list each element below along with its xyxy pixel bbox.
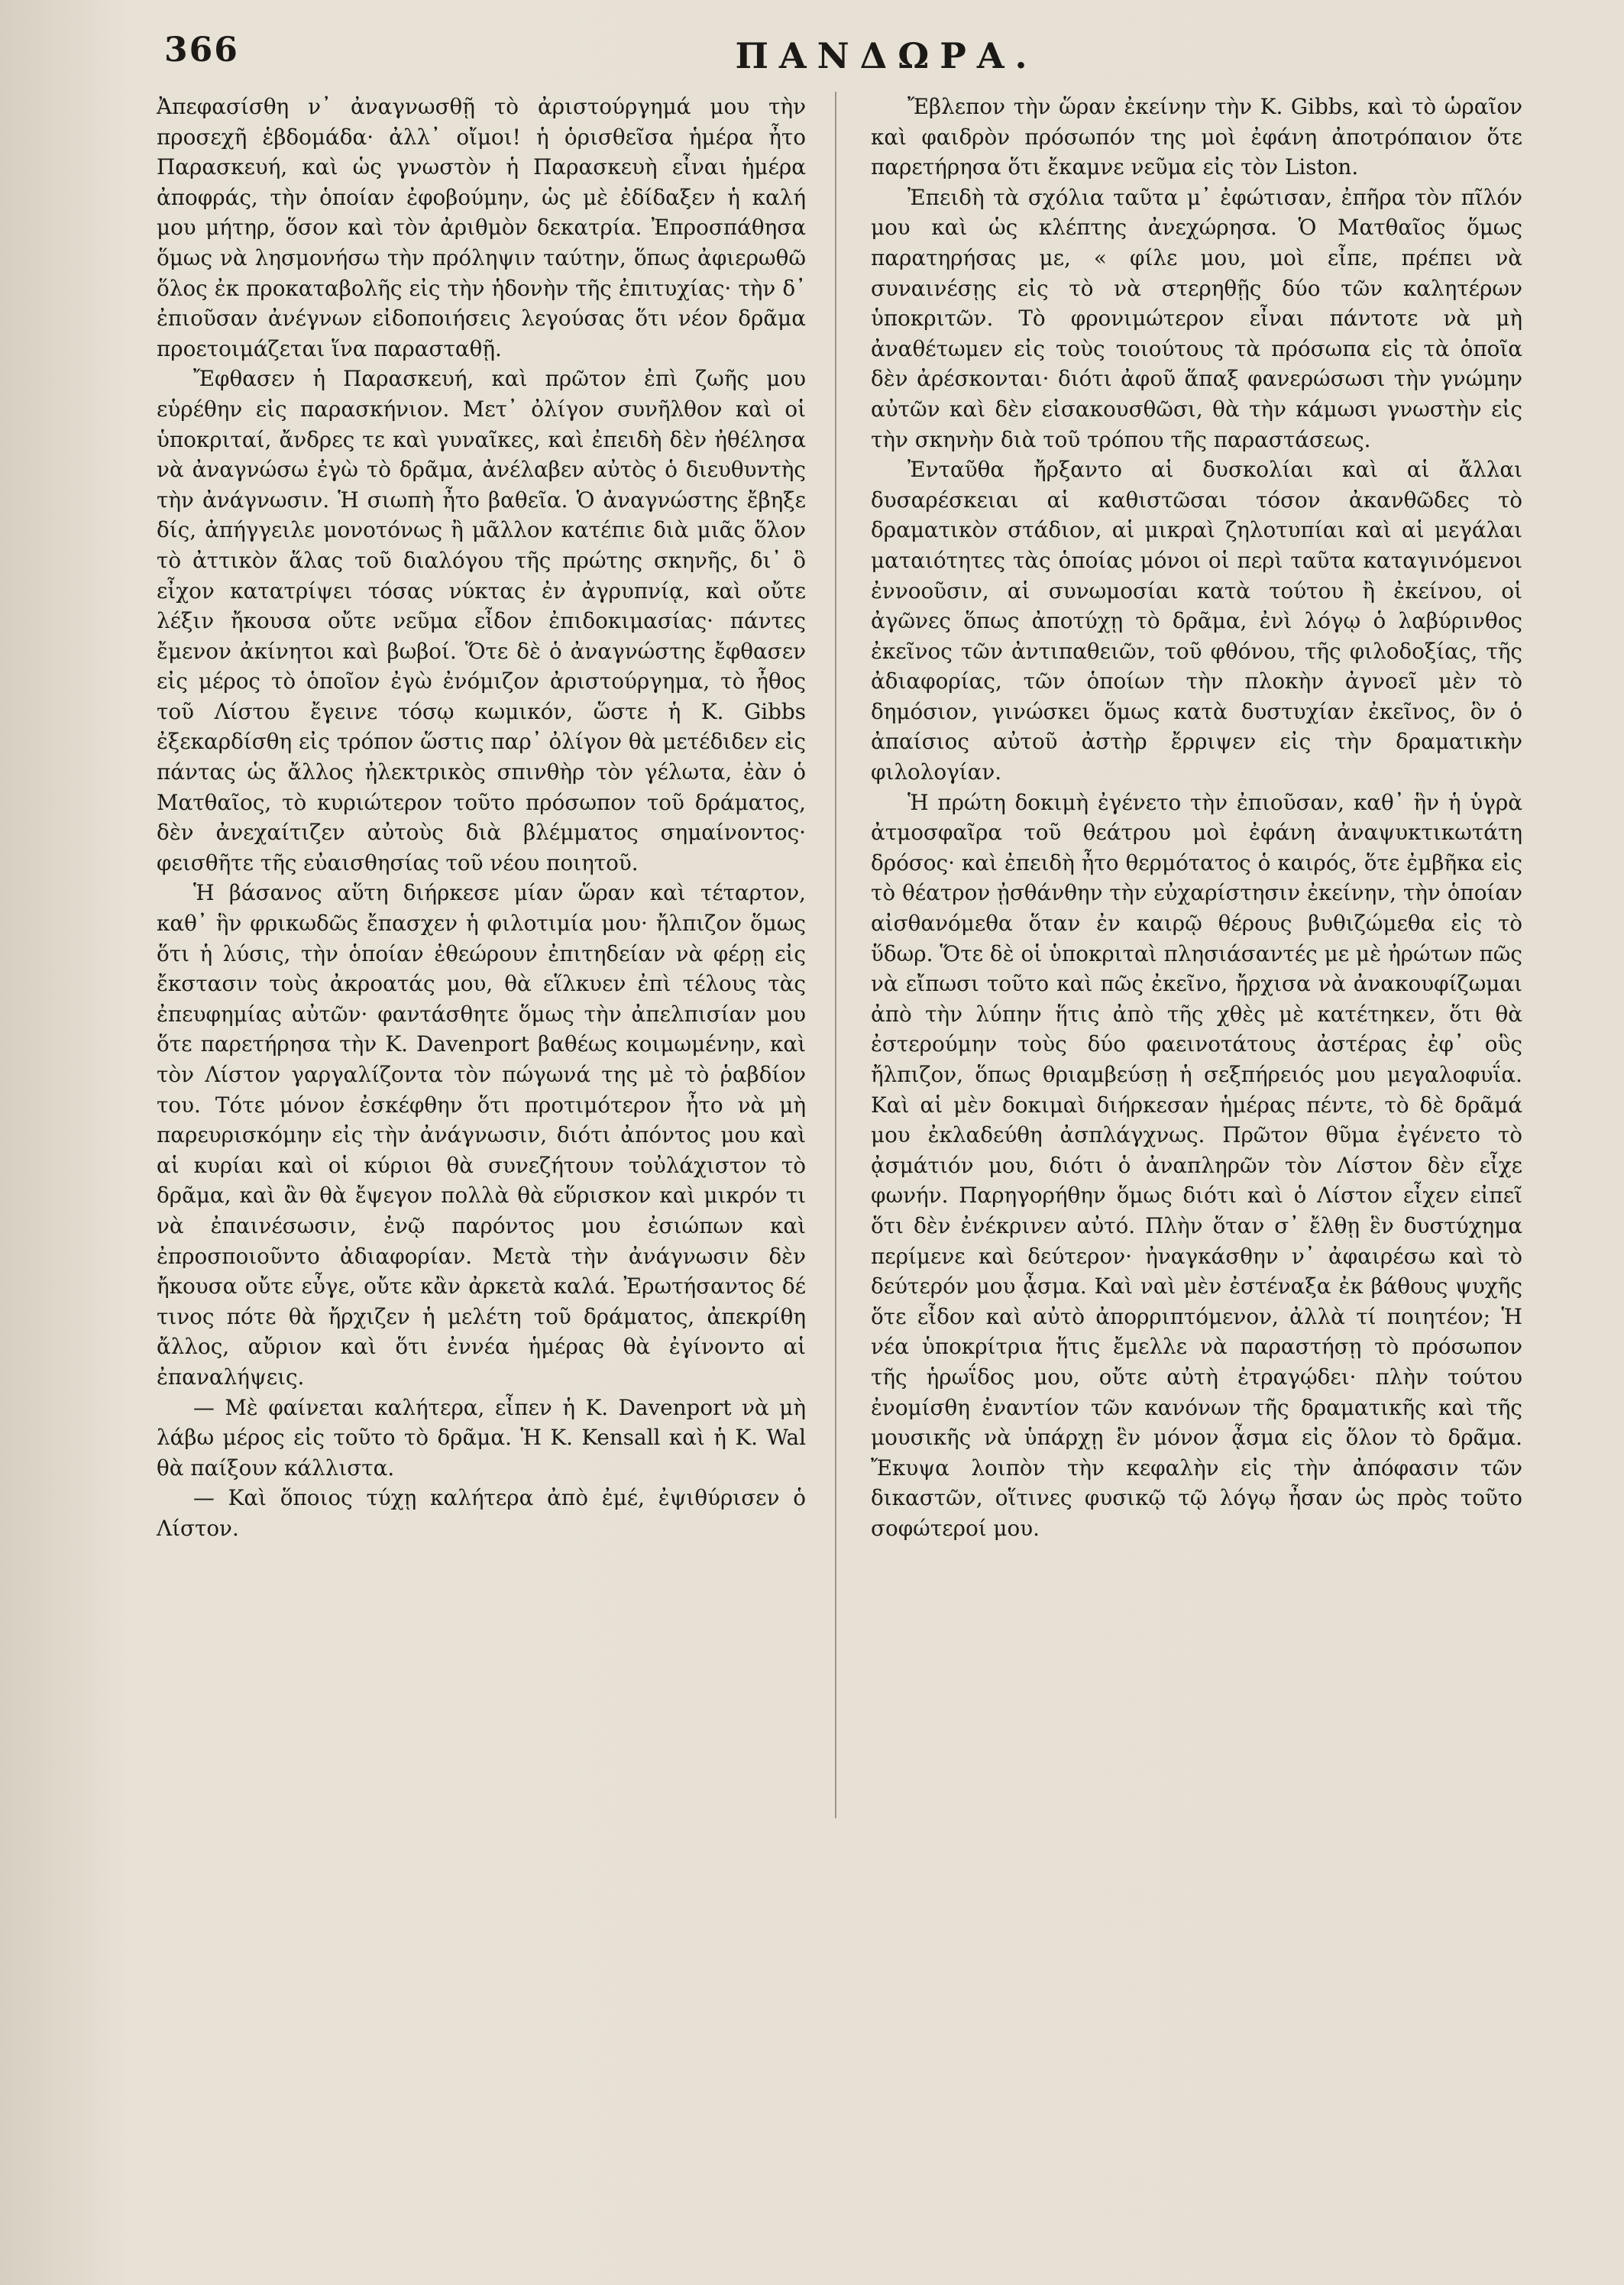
paragraph: — Καὶ ὅποιος τύχῃ καλήτερα ἀπὸ ἐμέ, ἐψιθύρισεν ὁ Λίστον.: [157, 1485, 806, 1541]
running-title: ΠΑΝΔΩΡΑ.: [735, 35, 1038, 76]
left-column: [157, 92, 806, 1544]
right-column: [871, 92, 1522, 1544]
column-divider: [835, 92, 836, 1818]
paragraph: Ἡ βάσανος αὕτη διήρκεσε μίαν ὥραν καὶ τέταρτον, καθ᾽ ἣν φρικωδῶς ἔπασχεν ἡ φιλοτιμία μου· ἤλπιζον ὅμως ὅτι ἡ λύσις, τὴν ὁποίαν ἐθεώρουν ἐπιτηδείαν νὰ φέρῃ εἰς ἔκστασιν τοὺς ἀκροατάς μου, θὰ εἵλκυεν ἐπὶ τέλους τὰς ἐπευφημίας αὐτῶν· φαντάσθητε ὅμως τὴν ἀπελπισίαν μου ὅτε παρετήρησα τὴν Κ. Davenport βαθέως κοιμωμένην, καὶ τὸν Λίστον γαργαλίζοντα τὸν πώγωνά της μὲ τὸ ῥαβδίον του. Τότε μόνον ἐσκέφθην ὅτι προτιμότερον ἦτο νὰ μὴ παρευρισκόμην εἰς τὴν ἀνάγνωσιν, διότι ἀπόντος μου καὶ αἱ κυρίαι καὶ οἱ κύριοι θὰ συνεζήτουν τοὐλάχιστον τὸ δρᾶμα, καὶ ἂν θὰ ἔψεγον πολλὰ θὰ εὕρισκον καὶ μικρόν τι νὰ ἐπαινέσωσιν, ἐνῷ παρόντος μου ἐσιώπων καὶ ἐπροσποιοῦντο ἀδιαφορίαν. Μετὰ τὴν ἀνάγνωσιν δὲν ἤκουσα οὔτε εὖγε, οὔτε κἂν ἀρκετὰ καλά. Ἐρωτήσαντος δέ τινος πότε θὰ ἤρχιζεν ἡ μελέτη τοῦ δράματος, ἀπεκρίθη ἄλλος, αὔριον καὶ ὅτι ἐννέα ἡμέρας θὰ ἐγίνοντο αἱ ἐπαναλήψεις.: [157, 880, 806, 1390]
page-header: [157, 31, 1571, 92]
paragraph: Ἔβλεπον τὴν ὥραν ἐκείνην τὴν Κ. Gibbs, καὶ τὸ ὡραῖον καὶ φαιδρὸν πρόσωπόν της μοὶ ἐφάνη ἀποτρόπαιον ὅτε παρετήρησα ὅτι ἔκαμνε νεῦμα εἰς τὸν Liston.: [871, 94, 1522, 180]
paragraph: Ἀπεφασίσθη ν᾽ ἀναγνωσθῇ τὸ ἀριστούργημά μου τὴν προσεχῆ ἑβδομάδα· ἀλλ᾽ οἴμοι! ἡ ὁρισθεῖσα ἡμέρα ἦτο Παρασκευή, καὶ ὡς γνωστὸν ἡ Παρασκευὴ εἶναι ἡμέρα ἀποφράς, τὴν ὁποίαν ἐφοβούμην, ὡς μὲ ἐδίδαξεν ἡ καλή μου μήτηρ, ὅσον καὶ τὸν ἀριθμὸν δεκατρία. Ἐπροσπάθησα ὅμως νὰ λησμονήσω τὴν πρόληψιν ταύτην, ὅπως ἀφιερωθῶ ὅλος ἐκ προκαταβολῆς εἰς τὴν ἡδονὴν τῆς ἐπιτυχίας· τὴν δ᾽ ἐπιοῦσαν ἀνέγνων εἰδοποιήσεις λεγούσας ὅτι νέον δρᾶμα προετοιμάζεται ἵνα παρασταθῇ.: [157, 94, 806, 361]
text-columns: [157, 92, 1571, 2261]
paragraph: Ἐνταῦθα ἤρξαντο αἱ δυσκολίαι καὶ αἱ ἄλλαι δυσαρέσκειαι αἱ καθιστῶσαι τόσον ἀκανθῶδες τὸ δραματικὸν στάδιον, αἱ μικραὶ ζηλοτυπίαι καὶ αἱ μεγάλαι ματαιότητες τὰς ὁποίας μόνοι οἱ περὶ ταῦτα καταγινόμενοι ἐννοοῦσιν, αἱ συνωμοσίαι κατὰ τούτου ἢ ἐκείνου, οἱ ἀγῶνες ὅπως ἀποτύχῃ τὸ δρᾶμα, ἐνὶ λόγῳ ὁ λαβύρινθος ἐκεῖνος τῶν ἀντιπαθειῶν, τοῦ φθόνου, τῆς φιλοδοξίας, τῆς ἀδιαφορίας, τῶν ὁποίων τὴν πλοκὴν ἀγνοεῖ μὲν τὸ δημόσιον, γινώσκει ὅμως κατὰ δυστυχίαν ἐκεῖνος, ὃν ὁ ἀπαίσιος αὐτοῦ ἀστὴρ ἔρριψεν εἰς τὴν δραματικὴν φιλολογίαν.: [871, 457, 1522, 785]
paragraph: — Μὲ φαίνεται καλήτερα, εἶπεν ἡ Κ. Davenport νὰ μὴ λάβω μέρος εἰς τοῦτο τὸ δρᾶμα. Ἡ Κ. Kensall καὶ ἡ Κ. Wal θὰ παίξουν κάλλιστα.: [157, 1394, 806, 1481]
paragraph: Ἡ πρώτη δοκιμὴ ἐγένετο τὴν ἐπιοῦσαν, καθ᾽ ἣν ἡ ὑγρὰ ἀτμοσφαῖρα τοῦ θεάτρου μοὶ ἐφάνη ἀναψυκτικωτάτη δρόσος· καὶ ἐπειδὴ ἦτο θερμότατος ὁ καιρός, ὅτε ἐμβῆκα εἰς τὸ θέατρον ᾐσθάνθην τὴν εὐχαρίστησιν ἐκείνην, τὴν ὁποίαν αἰσθανόμεθα ὅταν ἐν καιρῷ θέρους βυθιζώμεθα εἰς τὸ ὕδωρ. Ὅτε δὲ οἱ ὑποκριταὶ πλησιάσαντές με μὲ ἠρώτων πῶς νὰ εἴπωσι τοῦτο καὶ πῶς ἐκεῖνο, ἤρχισα νὰ ἀνακουφίζωμαι ἀπὸ τὴν λύπην ἥτις ἀπὸ τῆς χθὲς μὲ κατέτηκεν, ὅτι θὰ ἐστερούμην τοὺς δύο φαεινοτάτους ἀστέρας ἐφ᾽ οὓς ἤλπιζον, ὅπως θριαμβεύσῃ ἡ σεξπήρειός μου μεγαλοφυΐα. Καὶ αἱ μὲν δοκιμαὶ διήρκεσαν ἡμέρας πέντε, τὸ δὲ δρᾶμά μου ἐκλαδεύθη ἀσπλάγχνως. Πρῶτον θῦμα ἐγένετο τὸ ᾀσμάτιόν μου, διότι ὁ ἀναπληρῶν τὸν Λίστον δὲν εἶχε φωνήν. Παρηγορήθην ὅμως διότι καὶ ὁ Λίστον εἶχεν εἰπεῖ ὅτι δὲν ἐνέκρινεν αὐτό. Πλὴν ὅταν σ᾽ ἔλθῃ ἓν δυστύχημα περίμενε καὶ δεύτερον· ἠναγκάσθην ν᾽ ἀφαιρέσω καὶ τὸ δεύτερόν μου ᾆσμα. Καὶ ναὶ μὲν ἐστέναξα ἐκ βάθους ψυχῆς ὅτε εἶδον καὶ αὐτὸ ἀπορριπτόμενον, ἀλλὰ τί ποιητέον; Ἡ νέα ὑποκρίτρια ἥτις ἔμελλε νὰ παραστήσῃ τὸ πρόσωπον τῆς ἡρωΐδος μου, οὔτε αὐτὴ ἐτραγῴδει· πλὴν τούτου ἐνομίσθη ἐναντίον τῶν κανόνων τῆς δραματικῆς καὶ τῆς μουσικῆς νὰ ὑπάρχῃ ἓν μόνον ᾆσμα εἰς ὅλον τὸ δρᾶμα. Ἔκυψα λοιπὸν τὴν κεφαλὴν εἰς τὴν ἀπόφασιν τῶν δικαστῶν, οἵτινες φυσικῷ τῷ λόγῳ ἦσαν ὡς πρὸς τοῦτο σοφώτεροί μου.: [871, 789, 1522, 1541]
page-number: 366: [164, 31, 239, 70]
paragraph: Ἔφθασεν ἡ Παρασκευή, καὶ πρῶτον ἐπὶ ζωῆς μου εὑρέθην εἰς παρασκήνιον. Μετ᾽ ὀλίγον συνῆλθον καὶ οἱ ὑποκριταί, ἄνδρες τε καὶ γυναῖκες, καὶ ἐπειδὴ δὲν ἠθέλησα νὰ ἀναγνώσω ἐγὼ τὸ δρᾶμα, ἀνέλαβεν αὐτὸς ὁ διευθυντὴς τὴν ἀνάγνωσιν. Ἡ σιωπὴ ἦτο βαθεῖα. Ὁ ἀναγνώστης ἔβηξε δίς, ἀπήγγειλε μονοτόνως ἢ μᾶλλον κατέπιε διὰ μιᾶς ὅλον τὸ ἀττικὸν ἅλας τοῦ διαλόγου τῆς πρώτης σκηνῆς, δι᾽ ὃ εἶχον κατατρίψει τόσας νύκτας ἐν ἀγρυπνίᾳ, καὶ οὔτε λέξιν ἤκουσα οὔτε νεῦμα εἶδον ἐπιδοκιμασίας· πάντες ἔμενον ἀκίνητοι καὶ βωβοί. Ὅτε δὲ ὁ ἀναγνώστης ἔφθασεν εἰς μέρος τὸ ὁποῖον ἐγὼ ἐνόμιζον ἀριστούργημα, τὸ ἦθος τοῦ Λίστου ἔγεινε τόσῳ κωμικόν, ὥστε ἡ Κ. Gibbs ἐξεκαρδίσθη εἰς τρόπον ὥστις παρ᾽ ὀλίγον θὰ μετέδιδεν εἰς πάντας ὡς ἄλλος ἠλεκτρικὸς σπινθὴρ τὸν γέλωτα, ἐὰν ὁ Ματθαῖος, τὸ κυριώτερον τοῦτο πρόσωπον τοῦ δράματος, δὲν ἀνεχαίτιζεν αὐτοὺς διὰ βλέμματος σημαίνοντος· φεισθῆτε τῆς εὐαισθησίας τοῦ νέου ποιητοῦ.: [157, 366, 806, 875]
paragraph: Ἐπειδὴ τὰ σχόλια ταῦτα μ᾽ ἐφώτισαν, ἐπῆρα τὸν πῖλόν μου καὶ ὡς κλέπτης ἀνεχώρησα. Ὁ Ματθαῖος ὅμως παρατηρήσας με, « φίλε μου, μοὶ εἶπε, πρέπει νὰ συναινέσῃς εἰς τὸ νὰ στερηθῇς δύο τῶν καλητέρων ὑποκριτῶν. Τὸ φρονιμώτερον εἶναι πάντοτε νὰ μὴ ἀναθέτωμεν εἰς τοὺς τοιούτους τὰ πρόσωπα εἰς τὰ ὁποῖα δὲν ἀρέσκονται· διότι ἀφοῦ ἅπαξ φανερώσωσι τὴν γνώμην αὐτῶν καὶ δὲν εἰσακουσθῶσι, θὰ τὴν κάμωσι γνωστὴν εἰς τὴν σκηνὴν διὰ τοῦ τρόπου τῆς παραστάσεως.: [871, 184, 1522, 452]
